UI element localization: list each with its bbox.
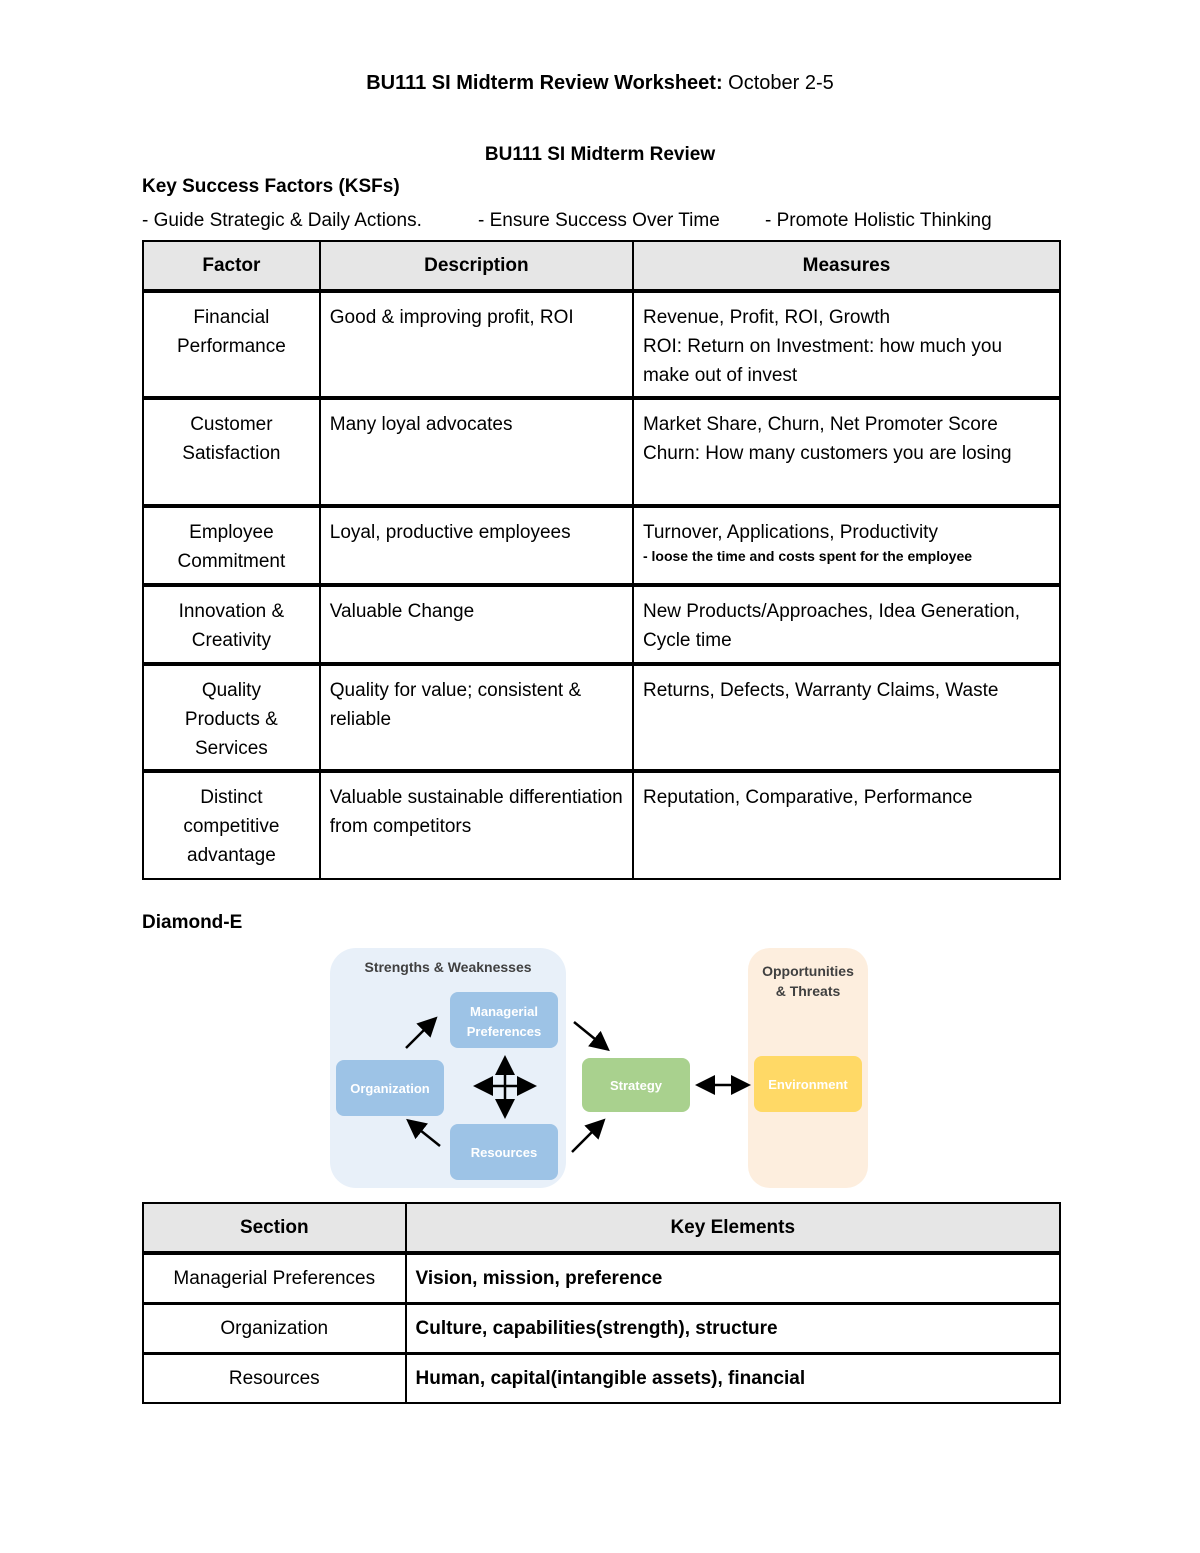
column-header: Measures bbox=[633, 241, 1060, 291]
elements-cell: Culture, capabilities(strength), structure bbox=[406, 1303, 1060, 1353]
ksf-heading: Key Success Factors (KSFs) bbox=[142, 176, 400, 197]
factor-cell bbox=[143, 585, 320, 664]
table-row bbox=[143, 664, 1060, 771]
sections-table bbox=[142, 1202, 1061, 1404]
environment-label: Environment bbox=[768, 1077, 848, 1092]
ksf-table bbox=[142, 240, 1061, 880]
section-cell: Managerial Preferences bbox=[143, 1253, 406, 1303]
table-row bbox=[143, 291, 1060, 398]
section-cell: Resources bbox=[143, 1353, 406, 1403]
opportunities-label: Opportunities bbox=[762, 963, 854, 979]
table-row bbox=[143, 585, 1060, 664]
measures-text: ROI: Return on Investment: how much you make out of invest bbox=[642, 336, 1003, 386]
description-cell: Quality for value; consistent & reliable bbox=[320, 664, 633, 771]
factor-text: competitive bbox=[183, 816, 280, 837]
description-cell: Valuable sustainable differentiation from competitors bbox=[320, 771, 633, 879]
measures-text: Revenue, Profit, ROI, Growth bbox=[642, 307, 891, 328]
factor-text: Financial bbox=[193, 307, 270, 328]
managerial-preferences-box bbox=[450, 992, 558, 1048]
table-header-row bbox=[143, 1203, 1060, 1253]
elements-cell: Vision, mission, preference bbox=[406, 1253, 1060, 1303]
description-cell: Many loyal advocates bbox=[320, 398, 633, 506]
factor-cell bbox=[143, 398, 320, 506]
table-row bbox=[143, 1353, 1060, 1403]
resources-label: Resources bbox=[470, 1145, 538, 1160]
factor-text: Customer bbox=[190, 414, 273, 435]
section-cell: Organization bbox=[143, 1303, 406, 1353]
diamond-e-diagram bbox=[330, 948, 870, 1188]
factor-cell bbox=[143, 506, 320, 585]
ksf-bullet: - Guide Strategic & Daily Actions. bbox=[142, 210, 422, 231]
table-row bbox=[143, 506, 1060, 585]
arrow-managerial-to-strategy bbox=[574, 1022, 606, 1048]
column-header: Description bbox=[320, 241, 633, 291]
factor-text: Employee bbox=[189, 522, 274, 543]
measures-cell: New Products/Approaches, Idea Generation, Cycle time bbox=[633, 585, 1060, 664]
factor-text: Satisfaction bbox=[182, 443, 281, 464]
column-header: Section bbox=[143, 1203, 406, 1253]
table-row bbox=[143, 771, 1060, 879]
description-cell: Good & improving profit, ROI bbox=[320, 291, 633, 398]
review-subtitle: BU111 SI Midterm Review bbox=[484, 144, 716, 165]
factor-text: Performance bbox=[177, 336, 286, 357]
diamond-e-heading: Diamond-E bbox=[142, 912, 243, 933]
measures-cell bbox=[633, 506, 1060, 585]
factor-cell bbox=[143, 771, 320, 879]
factor-text: Products & bbox=[184, 709, 278, 730]
preferences-label: Preferences bbox=[466, 1024, 542, 1039]
measures-cell bbox=[633, 398, 1060, 506]
measures-text: Turnover, Applications, Productivity bbox=[642, 522, 938, 543]
factor-cell bbox=[143, 664, 320, 771]
organization-label: Organization bbox=[350, 1081, 430, 1096]
factor-text: advantage bbox=[187, 845, 276, 866]
arrow-resources-to-strategy bbox=[572, 1122, 602, 1152]
column-header: Key Elements bbox=[406, 1203, 1060, 1253]
measures-text: Churn: How many customers you are losing bbox=[642, 443, 1012, 464]
factor-cell bbox=[143, 291, 320, 398]
table-row bbox=[143, 1303, 1060, 1353]
measures-note: - loose the time and costs spent for the employee bbox=[642, 548, 973, 564]
factor-text: Quality bbox=[201, 680, 261, 701]
ksf-bullet: - Promote Holistic Thinking bbox=[765, 210, 992, 231]
factor-text: Innovation & bbox=[178, 601, 285, 622]
column-header: Factor bbox=[143, 241, 320, 291]
factor-text: Commitment bbox=[177, 551, 286, 572]
measures-cell bbox=[633, 291, 1060, 398]
ksf-bullet: - Ensure Success Over Time bbox=[478, 210, 720, 231]
factor-text: Services bbox=[194, 738, 268, 759]
measures-cell: Reputation, Comparative, Performance bbox=[633, 771, 1060, 879]
strategy-label: Strategy bbox=[609, 1078, 663, 1093]
threats-label: & Threats bbox=[775, 983, 841, 999]
table-row bbox=[143, 398, 1060, 506]
factor-text: Creativity bbox=[191, 630, 271, 651]
strengths-weaknesses-label: Strengths & Weaknesses bbox=[364, 959, 532, 975]
table-header-row bbox=[143, 241, 1060, 291]
table-row bbox=[143, 1253, 1060, 1303]
factor-text: Distinct bbox=[200, 787, 263, 808]
page-title-bold: BU111 SI Midterm Review Worksheet: bbox=[366, 72, 723, 94]
measures-cell: Returns, Defects, Warranty Claims, Waste bbox=[633, 664, 1060, 771]
page-title bbox=[0, 72, 1200, 95]
description-cell: Valuable Change bbox=[320, 585, 633, 664]
elements-cell: Human, capital(intangible assets), financial bbox=[406, 1353, 1060, 1403]
measures-text: Market Share, Churn, Net Promoter Score bbox=[642, 414, 998, 435]
description-cell: Loyal, productive employees bbox=[320, 506, 633, 585]
managerial-label: Managerial bbox=[470, 1004, 538, 1019]
page-title-date: October 2-5 bbox=[722, 72, 834, 94]
